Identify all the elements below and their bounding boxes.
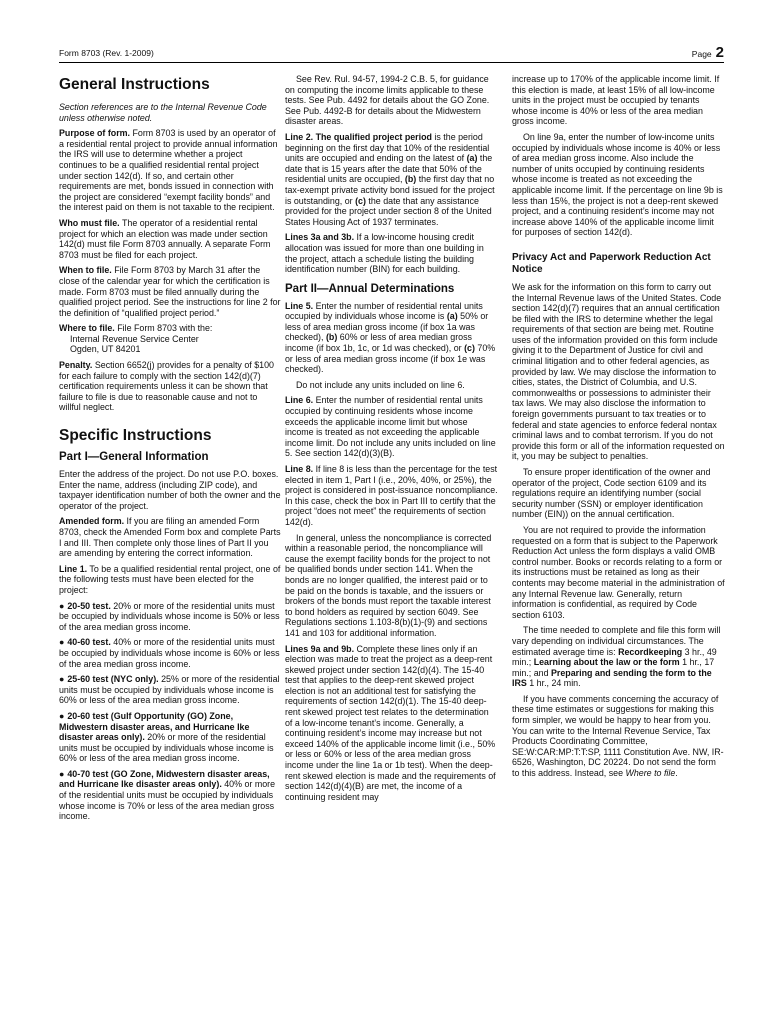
line9a-paragraph: On line 9a, enter the number of low-income units occupied by individuals whose income is 40% or less of area median gross income. Also include the number of units occupied by continuing residents whose income is treated as not exceeding the applicable income limit. If the percentage on line 9b is less than 15%, the project is not a deep-rent skewed project, and a continuing resident’s income may not increase above 140% of the applicable income limit for purposes of section 142(d). [512,131,723,238]
test-bullet: ● 20-50 test. 20% or more of the residential units must be occupied by individuals whose income is 50% or less of the area median gross income. [59,600,280,632]
privacy-paragraph-3: You are not required to provide the information requested on a form that is subject to the Paperwork Reduction Act unless the form displays a valid OMB control number. Books or records relating to a form or its instructions must be retained as long as their contents may become material in the administration of any Internal Revenue law. Generally, return information is confidential, as required by Code section 6103. [512,524,725,620]
continued-paragraph: increase up to 170% of the applicable income limit. If this election is made, at least 15% of all low-income units in the project must be occupied by tenants whose income is 40% or less of the area median gross income. [512,74,720,127]
column-1 [59,74,281,827]
when-to-file-paragraph: When to file. File Form 8703 by March 31 after the close of the calendar year for which the certification is made. Form 8703 must be filed annually during the qualified project period. See the instructions for line 2 for the definition of “qualified project period.” [59,265,281,318]
column-3 [512,74,725,784]
privacy-act-heading: Privacy Act and Paperwork Reduction Act Notice [512,251,711,275]
line3-paragraph: Lines 3a and 3b. If a low-income housing credit allocation was issued for more than one building in the project, attach a schedule listing the building identification number (BIN) for each building. [285,232,484,275]
column-2 [285,74,498,807]
bullet-icon: ● [59,637,65,648]
where-to-file-paragraph: Where to file. File Form 8703 with the: Internal Revenue Service Center Ogden, UT 84201 [59,323,213,355]
bullet-icon: ● [59,710,65,721]
part1-paragraph: Enter the address of the project. Do not use P.O. boxes. Enter the name, address (including ZIP code), and taxpayer identification number of both the owner and the operator of the project. [59,469,281,511]
comments-paragraph: If you have comments concerning the accuracy of these time estimates or suggestions for making this form simpler, we would be happy to hear from you. You can write to the Internal Revenue Service, Tax Products Coordinating Committee, SE:W:CAR:MP:T:T:SP, 1111 Constitution Ave. NW, IR-6526, Washington, DC 20224. Do not send the form to this address. Instead, see Where to file. [512,693,724,779]
general-instructions-heading: General Instructions [59,76,210,93]
page-label: Page [691,49,712,59]
line6-paragraph: Line 6. Enter the number of residential rental units occupied by continuing residents whose income exceeds the applicable income limit but whose income is treated as not exceeding the applicable income limit. Do not include any units included on line 5. See section 142(d)(3)(B). [285,395,496,459]
penalty-paragraph: Penalty. Section 6652(j) provides for a penalty of $100 for each failure to comply with the section 142(d)(7) certification requirements unless it can be shown that failure to file is due to reasonable cause and not to willful neglect. [59,360,274,413]
bullet-icon: ● [59,600,65,611]
page-number: 2 [715,44,724,61]
time-estimate-paragraph: The time needed to complete and file this form will vary depending on individual circumstances. The estimated average time is: Recordkeeping 3 hr., 49 min.; Learning about the law or the form 1 hr., 17 min.; and Preparing and sending the form to the IRS 1 hr., 24 min. [512,625,721,689]
form-id: Form 8703 (Rev. 1-2009) [59,48,154,58]
specific-instructions-heading: Specific Instructions [59,427,212,445]
who-must-file-paragraph: Who must file. The operator of a residential rental project for which an election was made under section 142(d) must file Form 8703 annually. A separate Form 8703 must be filed for each project. [59,217,271,260]
address-line-1: Internal Revenue Service Center [70,333,199,344]
page-indicator [692,44,724,61]
privacy-paragraph-2: To ensure proper identification of the owner and operator of the project, Code section 6109 and its regulations require an identifying number (social security number (SSN) or employer identification number (EIN)) on the annual certification. [512,467,711,520]
page-header [59,44,724,63]
line5-note: Do not include any units included on line 6. [296,379,465,390]
purpose-paragraph: Purpose of form. Form 8703 is used by an operator of a residential rental project to provide annual information the IRS will use to determine whether a project continues to be a qualified residential rental project under section 142(d). If so, and certain other requirements are met, bonds issued in connection with the project are considered “exempt facility bonds” and the interest paid on them is not taxable to the recipient. [59,128,278,213]
test-bullet: ● 20-60 test (Gulf Opportunity (GO) Zone, Midwestern disaster areas, and Hurricane Ike disaster areas only). 20% or more of the residential units must be occupied by individuals whose income is 60% or less of the area median gross income. [59,710,274,764]
line8-paragraph: Line 8. If line 8 is less than the percentage for the test elected in item 1, Part I (i.e., 20%, 40%, or 25%), the project is considered in post-issuance noncompliance. In this case, check the box in Part III to certify that the project “does not meet” the requirements of section 142(d). [285,464,498,527]
line8-general-paragraph: In general, unless the noncompliance is corrected within a reasonable period, the noncompliance will cause the exempt facility bonds for the project to not be qualified bonds under section 141. When the bonds are no longer qualified, the interest paid or to be paid on the bonds is taxable, and the issuers or brokers of the bonds must report the taxable interest to bond holders as required by section 6049. See Regulations sections 1.103-8(b)(1)-(9) and sections 141 and 103 for additional information. [285,532,492,638]
line5-paragraph: Line 5. Enter the number of residential rental units occupied by individuals whose income is (a) 50% or less of area median gross income (if box 1a was checked), (b) 60% or less of area median gross income (if box 1b, 1c, or 1d was checked), or (c) 70% or less of area median gross income (if box 1e was checked). [285,300,496,375]
privacy-paragraph-1: We ask for the information on this form to carry out the Internal Revenue laws of the United States. Code section 142(d)(7) requires that an annual certification be filed with the IRS to determine whether the legal requirements of that section are being met. Routine uses of the information provided on this form include giving it to the Department of Justice for civil and criminal litigation and to other federal agencies, as provided by law. We may disclose the information to cities, states, the District of Columbia, and U.S. commonwealths or possessions to administer their tax laws. We may also disclose the information to foreign governments pursuant to tax treaties or to federal and state agencies to enforce federal nontax criminal laws and to combat terrorism. If you do not provide this form or all of the information requested on it, you may be subject to penalties. [512,281,725,462]
section-note: Section references are to the Internal Revenue Code unless otherwise noted. [59,102,267,123]
rev-rul-paragraph: See Rev. Rul. 94-57, 1994-2 C.B. 5, for guidance on computing the income limits applicable to these tests. See Pub. 4492 for details about the GO Zone. See Pub. 4492-B for details about the Midwestern disaster areas. [285,74,490,127]
where-to-file-reference: Where to file [625,768,676,779]
amended-form-paragraph: Amended form. If you are filing an amended Form 8703, check the Amended Form box and complete Parts I and III. Then complete only those lines of Part II you are amending by entering the correct information. [59,516,281,559]
test-bullet: ● 40-60 test. 40% or more of the residential units must be occupied by individuals whose income is 60% or less of the area median gross income. [59,637,280,669]
part1-heading: Part I—General Information [59,451,209,464]
bullet-icon: ● [59,768,65,779]
line9-paragraph: Lines 9a and 9b. Complete these lines only if an election was made to treat the project as a deep-rent skewed project under section 142(d)(4). The 15-40 test that applies to the deep-rent skewed project election is not an additional test for satisfying the requirements of section 142(d)(1). The 15-40 deep-rent skewed project test relates to the determination of a low-income tenant’s income. Generally, a continuing resident’s income may increase but not exceed 140% of the applicable income limit (i.e., 50% or less or 60% or less of the area median gross income under the line 1a or 1b test). When the deep-rent skewed election is made and the requirements of section 142(d)(4)(B) are met, the income of a continuing resident may [285,643,496,802]
test-bullet: ● 40-70 test (GO Zone, Midwestern disaster areas, and Hurricane Ike disaster areas only). 40% or more of the residential units must be occupied by individuals whose income is 70% or less of the area median gross income. [59,768,276,822]
bullet-icon: ● [59,674,65,685]
line1-paragraph: Line 1. To be a qualified residential rental project, one of the following tests must have been elected for the project: [59,563,281,595]
part2-heading: Part II—Annual Determinations [285,282,455,295]
line2-paragraph: Line 2. The qualified project period is the period beginning on the first day that 10% of the residential units are occupied and ending on the latest of (a) the date that is 15 years after the date that 50% of the residential units are occupied, (b) the first day that no tax-exempt private activity bond issued for the project is outstanding, or (c) the date that any assistance provided for the project under section 8 of the United States Housing Act of 1937 terminates. [285,131,495,227]
address-line-2: Ogden, UT 84201 [70,344,141,355]
test-bullet: ● 25-60 test (NYC only). 25% or more of the residential units must be occupied by individuals whose income is 60% or less of the area median gross income. [59,674,280,706]
